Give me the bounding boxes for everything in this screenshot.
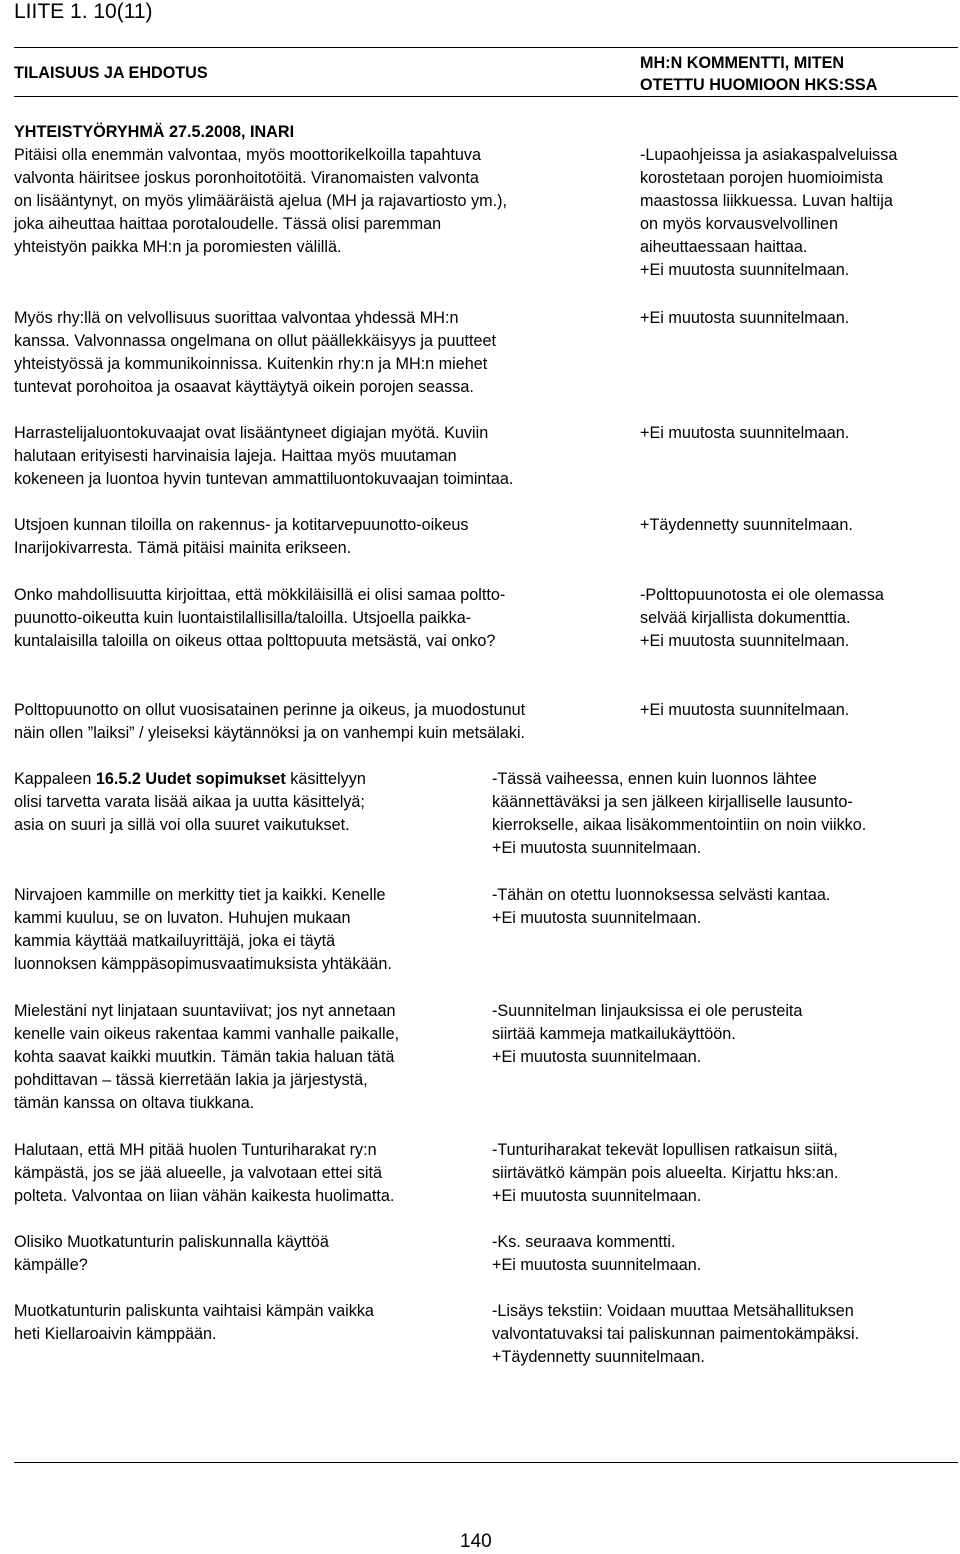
text-line: puunotto-oikeutta kuin luontaistilallisilla/taloilla. Utsjoella paikka- bbox=[14, 609, 472, 627]
response-right bbox=[492, 1000, 802, 1069]
response-right bbox=[492, 1231, 701, 1277]
text-fragment: käsittelyyn bbox=[285, 770, 366, 788]
text-line: Polttopuunotto on ollut vuosisatainen perinne ja oikeus, ja muodostunut bbox=[14, 701, 526, 719]
text-line: tämän kanssa on oltava tiukkana. bbox=[14, 1094, 255, 1112]
text-line: +Ei muutosta suunnitelmaan. bbox=[492, 1048, 702, 1066]
comment-left bbox=[14, 584, 505, 653]
text-line: Harrastelijaluontokuvaajat ovat lisääntyneet digiajan myötä. Kuviin bbox=[14, 424, 489, 442]
text-line: Utsjoen kunnan tiloilla on rakennus- ja kotitarvepuunotto-oikeus bbox=[14, 516, 469, 534]
text-line: Olisiko Muotkatunturin paliskunnalla käyttöä bbox=[14, 1233, 329, 1251]
text-line: +Ei muutosta suunnitelmaan. bbox=[640, 261, 850, 279]
text-line: Pitäisi olla enemmän valvontaa, myös moottorikelkoilla tapahtuva bbox=[14, 146, 481, 164]
text-line: valvonta häiritsee joskus poronhoitotöitä. Viranomaisten valvonta bbox=[14, 169, 479, 187]
text-line: aiheuttaessaan haittaa. bbox=[640, 238, 808, 256]
text-line: heti Kiellaroaivin kämppään. bbox=[14, 1325, 217, 1343]
text-line: kierrokselle, aikaa lisäkommentointiin on noin viikko. bbox=[492, 816, 867, 834]
response-right bbox=[640, 584, 884, 653]
column-header-left: TILAISUUS JA EHDOTUS bbox=[14, 64, 208, 82]
text-line: kämpästä, jos se jää alueelle, ja valvotaan ettei sitä bbox=[14, 1164, 383, 1182]
text-line: kohta saavat kaikki muutkin. Tämän takia haluan tätä bbox=[14, 1048, 395, 1066]
text-line: -Lisäys tekstiin: Voidaan muuttaa Metsähallituksen bbox=[492, 1302, 854, 1320]
text-line: +Ei muutosta suunnitelmaan. bbox=[640, 701, 850, 719]
text-line: +Ei muutosta suunnitelmaan. bbox=[492, 909, 702, 927]
text-line: -Ks. seuraava kommentti. bbox=[492, 1233, 676, 1251]
text-line: tuntevat porohoitoa ja osaavat käyttäytyä oikein porojen seassa. bbox=[14, 378, 474, 396]
text-line: -Polttopuunotosta ei ole olemassa bbox=[640, 586, 884, 604]
comment-left bbox=[14, 1300, 374, 1346]
comment-left bbox=[14, 1139, 394, 1208]
text-line bbox=[14, 768, 366, 791]
comment-left bbox=[14, 514, 468, 560]
text-line: Halutaan, että MH pitää huolen Tunturiharakat ry:n bbox=[14, 1141, 377, 1159]
text-line: Muotkatunturin paliskunta vaihtaisi kämpän vaikka bbox=[14, 1302, 374, 1320]
section-title: YHTEISTYÖRYHMÄ 27.5.2008, INARI bbox=[14, 123, 295, 141]
text-line: siirtävätkö kämpän pois alueelta. Kirjattu hks:an. bbox=[492, 1164, 839, 1182]
comment-left bbox=[14, 1231, 329, 1277]
text-line: kenelle vain oikeus rakentaa kammi vanhalle paikalle, bbox=[14, 1025, 400, 1043]
text-line: +Täydennetty suunnitelmaan. bbox=[492, 1348, 705, 1366]
response-right bbox=[492, 1139, 838, 1208]
table-bottom-rule bbox=[14, 1462, 958, 1463]
text-line: käännettäväksi ja sen jälkeen kirjalliselle lausunto- bbox=[492, 793, 853, 811]
response-right bbox=[640, 144, 897, 282]
text-line: yhteistyön paikka MH:n ja poromiesten välillä. bbox=[14, 238, 342, 256]
text-line: Myös rhy:llä on velvollisuus suorittaa valvontaa yhdessä MH:n bbox=[14, 309, 459, 327]
response-right bbox=[492, 768, 866, 860]
text-line: olisi tarvetta varata lisää aikaa ja uutta käsittelyä; bbox=[14, 793, 365, 811]
text-line: +Täydennetty suunnitelmaan. bbox=[640, 516, 853, 534]
comment-left bbox=[14, 1000, 399, 1115]
text-line: Onko mahdollisuutta kirjoittaa, että mökkiläisillä ei olisi samaa poltto- bbox=[14, 586, 506, 604]
text-line: halutaan erityisesti harvinaisia lajeja. Haittaa myös muutaman bbox=[14, 447, 457, 465]
text-line: Inarijokivarresta. Tämä pitäisi mainita erikseen. bbox=[14, 539, 352, 557]
text-line: yhteistyössä ja kommunikoinnissa. Kuitenkin rhy:n ja MH:n miehet bbox=[14, 355, 488, 373]
text-line: selvää kirjallista dokumenttia. bbox=[640, 609, 851, 627]
text-line: +Ei muutosta suunnitelmaan. bbox=[640, 632, 850, 650]
text-line: -Lupaohjeissa ja asiakaspalveluissa bbox=[640, 146, 898, 164]
comment-left bbox=[14, 307, 496, 399]
text-line: on myös korvausvelvollinen bbox=[640, 215, 838, 233]
response-right bbox=[492, 884, 830, 930]
column-header-right-line2: OTETTU HUOMIOON HKS:SSA bbox=[640, 76, 878, 94]
text-line: pohdittavan – tässä kierretään lakia ja järjestystä, bbox=[14, 1071, 368, 1089]
text-line: kuntalaisilla taloilla on oikeus ottaa polttopuuta metsästä, vai onko? bbox=[14, 632, 496, 650]
comment-left bbox=[14, 144, 507, 259]
text-line: kammia käyttää matkailuyrittäjä, joka ei täytä bbox=[14, 932, 336, 950]
comment-left bbox=[14, 768, 366, 837]
text-line: siirtää kammeja matkailukäyttöön. bbox=[492, 1025, 736, 1043]
text-line: polteta. Valvontaa on liian vähän kaikesta huolimatta. bbox=[14, 1187, 395, 1205]
response-right bbox=[492, 1300, 859, 1369]
text-line: näin ollen ”laiksi” / yleiseksi käytännöksi ja on vanhempi kuin metsälaki. bbox=[14, 724, 526, 742]
text-line: Nirvajoen kammille on merkitty tiet ja kaikki. Kenelle bbox=[14, 886, 386, 904]
column-header-right-line1: MH:N KOMMENTTI, MITEN bbox=[640, 54, 845, 72]
text-line: on lisääntynyt, on myös ylimääräistä ajelua (MH ja rajavartiosto ym.), bbox=[14, 192, 507, 210]
comment-left bbox=[14, 699, 525, 745]
text-line: -Tunturiharakat tekevät lopullisen ratkaisun siitä, bbox=[492, 1141, 838, 1159]
section-reference: 16.5.2 Uudet sopimukset bbox=[95, 770, 286, 788]
text-line: valvontatuvaksi tai paliskunnan paimentokämpäksi. bbox=[492, 1325, 860, 1343]
text-line: +Ei muutosta suunnitelmaan. bbox=[492, 1187, 702, 1205]
text-line: kämpälle? bbox=[14, 1256, 88, 1274]
text-line: +Ei muutosta suunnitelmaan. bbox=[492, 1256, 702, 1274]
response-right bbox=[640, 422, 849, 445]
comment-left bbox=[14, 884, 392, 976]
text-line: +Ei muutosta suunnitelmaan. bbox=[640, 309, 850, 327]
text-line: -Tässä vaiheessa, ennen kuin luonnos lähtee bbox=[492, 770, 817, 788]
text-line: Mielestäni nyt linjataan suuntaviivat; jos nyt annetaan bbox=[14, 1002, 396, 1020]
response-right bbox=[640, 514, 853, 537]
page-number: 140 bbox=[460, 1531, 492, 1552]
annex-label: LIITE 1. 10(11) bbox=[14, 0, 153, 23]
comment-left bbox=[14, 422, 513, 491]
table-top-rule bbox=[14, 47, 958, 48]
text-line: asia on suuri ja sillä voi olla suuret vaikutukset. bbox=[14, 816, 350, 834]
text-line: +Ei muutosta suunnitelmaan. bbox=[640, 424, 850, 442]
text-line: -Suunnitelman linjauksissa ei ole perusteita bbox=[492, 1002, 803, 1020]
header-bottom-rule bbox=[14, 96, 958, 97]
text-line: maastossa liikkuessa. Luvan haltija bbox=[640, 192, 893, 210]
text-line: kanssa. Valvonnassa ongelmana on ollut päällekkäisyys ja puutteet bbox=[14, 332, 497, 350]
text-fragment: Kappaleen bbox=[14, 770, 96, 788]
text-line: -Tähän on otettu luonnoksessa selvästi kantaa. bbox=[492, 886, 831, 904]
text-line: luonnoksen kämppäsopimusvaatimuksista yhtäkään. bbox=[14, 955, 392, 973]
text-line: +Ei muutosta suunnitelmaan. bbox=[492, 839, 702, 857]
text-line: joka aiheuttaa haittaa porotaloudelle. Tässä olisi paremman bbox=[14, 215, 442, 233]
response-right bbox=[640, 699, 849, 722]
response-right bbox=[640, 307, 849, 330]
text-line: korostetaan porojen huomioimista bbox=[640, 169, 883, 187]
text-line: kammi kuuluu, se on luvaton. Huhujen mukaan bbox=[14, 909, 351, 927]
text-line: kokeneen ja luontoa hyvin tuntevan ammattiluontokuvaajan toimintaa. bbox=[14, 470, 514, 488]
